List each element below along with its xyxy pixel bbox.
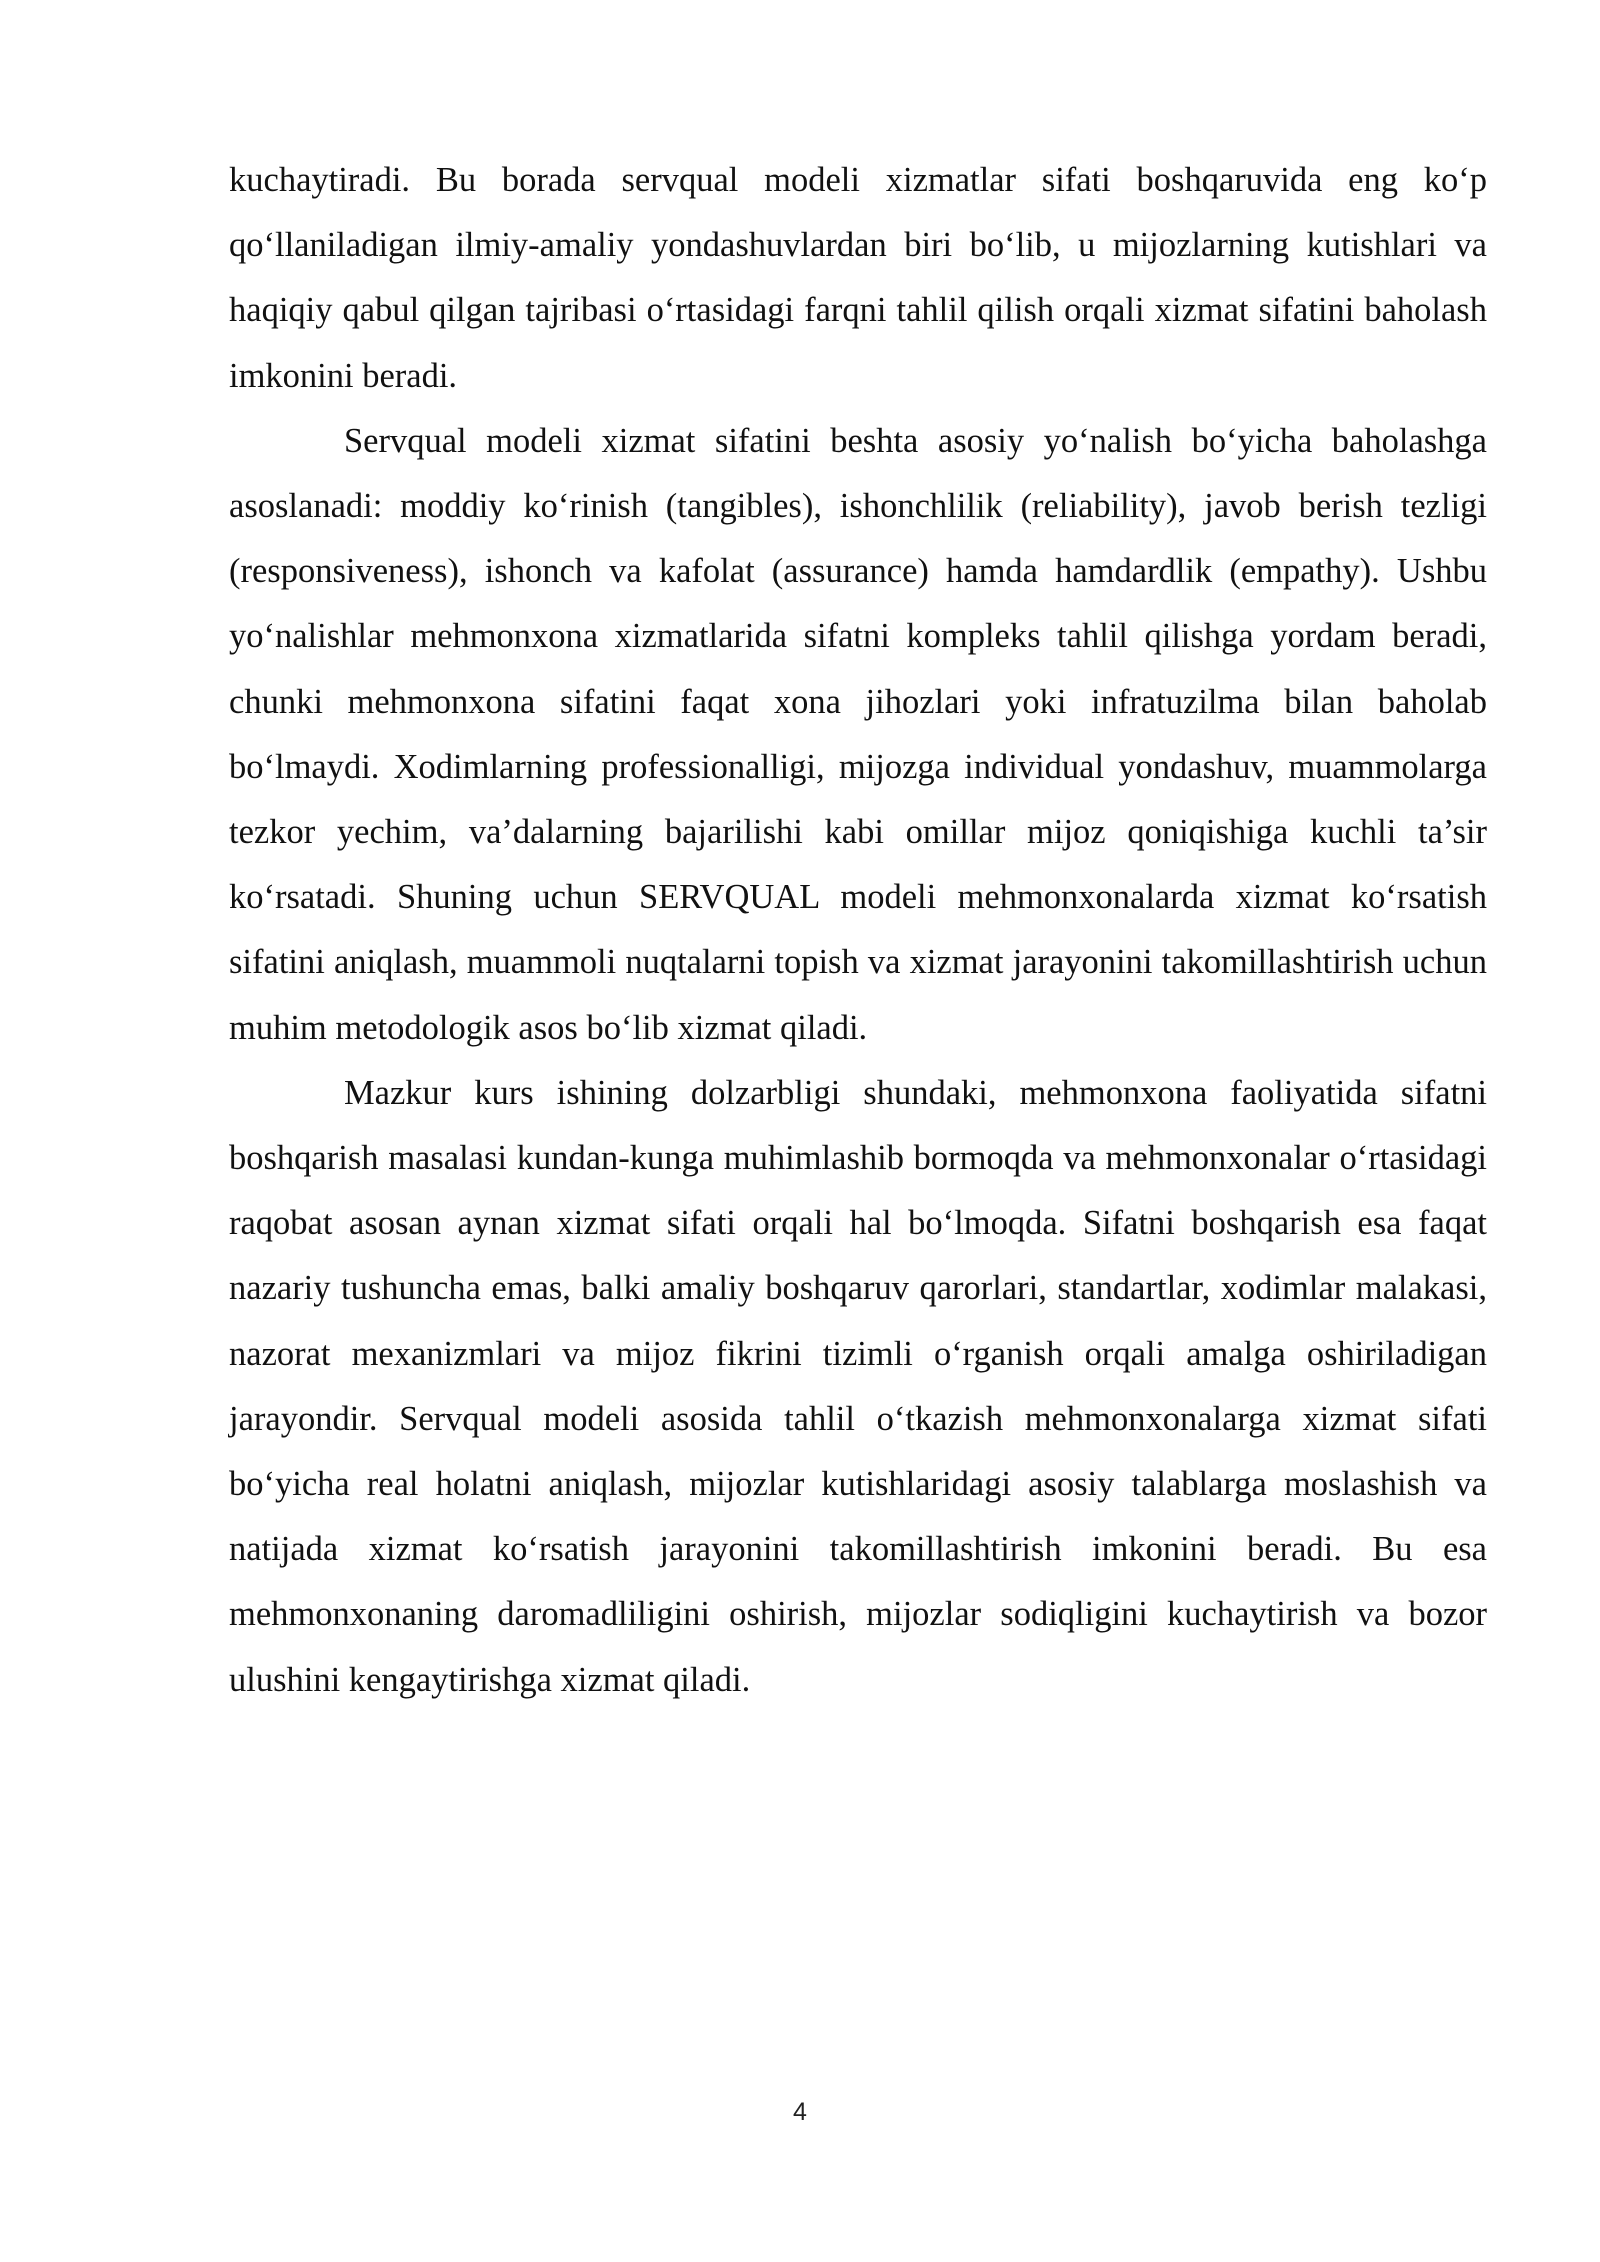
page-number: 4	[793, 2098, 807, 2126]
paragraph-servqual-dimensions: Servqual modeli xizmat sifatini beshta asosiy yoʻnalish boʻyicha baholashga asoslanadi: moddiy koʻrinish (tangibles), ishonchlilik (reliability), javob berish tezligi (responsiveness), ishonch va kafolat (assurance) hamda hamdardlik (empathy). Ushbu yoʻnalishlar mehmonxona xizmatlarida sifatni kompleks tahlil qilishga yordam beradi, chunki mehmonxona sifatini faqat xona jihozlari yoki infratuzilma bilan baholab boʻlmaydi. Xodimlarning professionalligi, mijozga individual yondashuv, muammolarga tezkor yechim, va’dalarning bajarilishi kabi omillar mijoz qoniqishiga kuchli ta’sir koʻrsatadi. Shuning uchun SERVQUAL modeli mehmonxonalarda xizmat koʻrsatish sifatini aniqlash, muammoli nuqtalarni topish va xizmat jarayonini takomillashtirish uchun muhim metodologik asos boʻlib xizmat qiladi.	[229, 421, 1487, 1047]
paragraph-continuation: kuchaytiradi. Bu borada servqual modeli xizmatlar sifati boshqaruvida eng koʻp qoʻllaniladigan ilmiy-amaliy yondashuvlardan biri boʻlib, u mijozlarning kutishlari va haqiqiy qabul qilgan tajribasi oʻrtasidagi farqni tahlil qilish orqali xizmat sifatini baholash imkonini beradi.	[229, 161, 1487, 395]
body-text	[229, 148, 1487, 1713]
paragraph-relevance: Mazkur kurs ishining dolzarbligi shundaki, mehmonxona faoliyatida sifatni boshqarish masalasi kundan-kunga muhimlashib bormoqda va mehmonxonalar oʻrtasidagi raqobat asosan aynan xizmat sifati orqali hal boʻlmoqda. Sifatni boshqarish esa faqat nazariy tushuncha emas, balki amaliy boshqaruv qarorlari, standartlar, xodimlar malakasi, nazorat mexanizmlari va mijoz fikrini tizimli oʻrganish orqali amalga oshiriladigan jarayondir. Servqual modeli asosida tahlil oʻtkazish mehmonxonalarga xizmat sifati boʻyicha real holatni aniqlash, mijozlar kutishlaridagi asosiy talablarga moslashish va natijada xizmat koʻrsatish jarayonini takomillashtirish imkonini beradi. Bu esa mehmonxonaning daromadliligini oshirish, mijozlar sodiqligini kuchaytirish va bozor ulushini kengaytirishga xizmat qiladi.	[229, 1073, 1487, 1699]
